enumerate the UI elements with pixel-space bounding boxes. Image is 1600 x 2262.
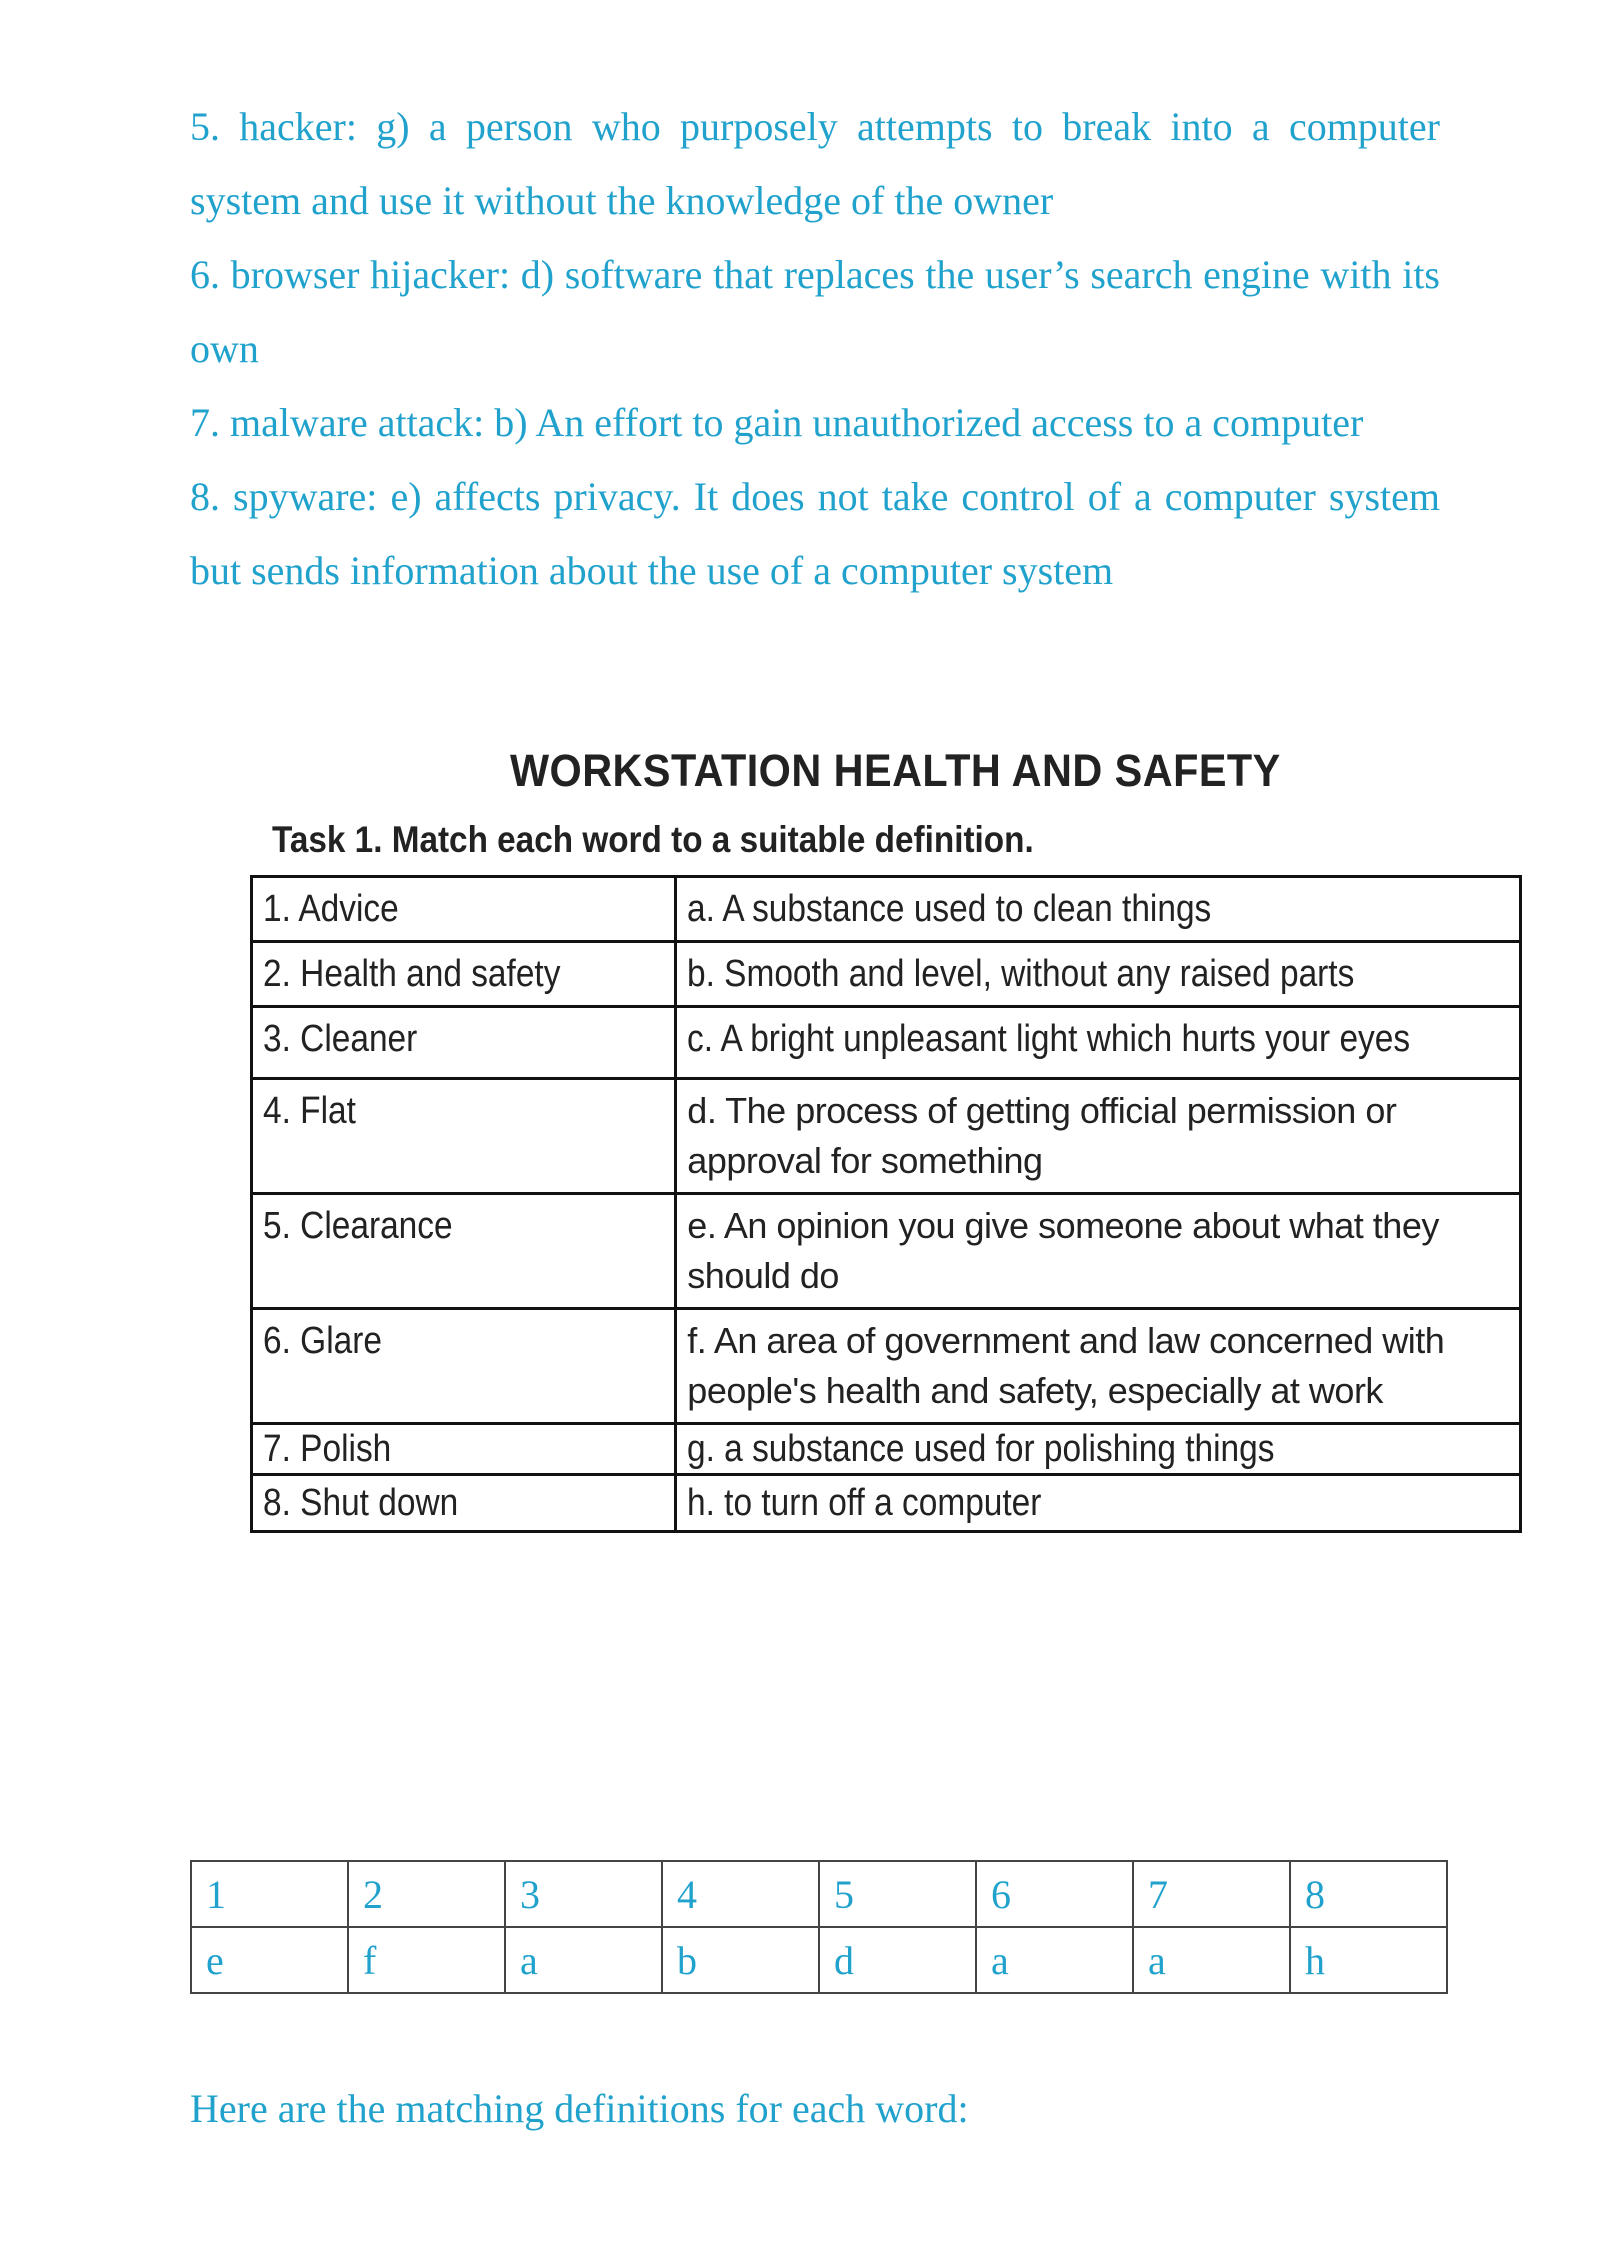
answer-key-letter: d xyxy=(819,1927,976,1993)
answer-key-letter: b xyxy=(662,1927,819,1993)
word-cell: 6. Glare xyxy=(252,1309,676,1424)
word-cell: 8. Shut down xyxy=(252,1475,676,1532)
answer-paragraph: 7. malware attack: b) An effort to gain unauthorized access to a computer xyxy=(190,400,1364,445)
table-row xyxy=(252,942,1521,1007)
table-row xyxy=(252,1475,1521,1532)
answer-key-number: 5 xyxy=(819,1861,976,1927)
answer-key-number: 3 xyxy=(505,1861,662,1927)
definition-cell: e. An opinion you give someone about what they should do xyxy=(676,1194,1521,1309)
word-cell: 5. Clearance xyxy=(252,1194,676,1309)
answer-key-letter: h xyxy=(1290,1927,1447,1993)
answer-key-number: 4 xyxy=(662,1861,819,1927)
table-row xyxy=(252,1194,1521,1309)
word-cell: 1. Advice xyxy=(252,877,676,942)
table-row xyxy=(252,1424,1521,1475)
matching-table xyxy=(250,875,1522,1533)
answer-paragraph: 8. spyware: e) affects privacy. It does not take control of a computer system but sends information about the use of a computer system xyxy=(190,474,1440,593)
answer-key-letter: a xyxy=(976,1927,1133,1993)
answer-key-letter: e xyxy=(191,1927,348,1993)
answer-key-letter: a xyxy=(1133,1927,1290,1993)
table-row xyxy=(252,1007,1521,1079)
answer-key-number: 7 xyxy=(1133,1861,1290,1927)
word-cell: 2. Health and safety xyxy=(252,942,676,1007)
answer-key-letter: f xyxy=(348,1927,505,1993)
definition-cell: b. Smooth and level, without any raised parts xyxy=(676,942,1521,1007)
word-cell: 3. Cleaner xyxy=(252,1007,676,1079)
definition-cell: f. An area of government and law concerned with people's health and safety, especially at work xyxy=(676,1309,1521,1424)
definition-cell: d. The process of getting official permission or approval for something xyxy=(676,1079,1521,1194)
definition-cell: c. A bright unpleasant light which hurts your eyes xyxy=(676,1007,1521,1079)
definition-cell: g. a substance used for polishing things xyxy=(676,1424,1521,1475)
closing-text: Here are the matching definitions for each word: xyxy=(190,2086,969,2131)
answer-key-number: 6 xyxy=(976,1861,1133,1927)
task-instruction: Task 1. Match each word to a suitable definition. xyxy=(272,819,1034,860)
definition-cell: a. A substance used to clean things xyxy=(676,877,1521,942)
answer-paragraph: 6. browser hijacker: d) software that replaces the user’s search engine with its own xyxy=(190,252,1440,371)
answer-key-table xyxy=(190,1860,1448,1994)
answer-key-letter: a xyxy=(505,1927,662,1993)
answer-key-number: 8 xyxy=(1290,1861,1447,1927)
definition-cell: h. to turn off a computer xyxy=(676,1475,1521,1532)
answer-key-number: 2 xyxy=(348,1861,505,1927)
word-cell: 7. Polish xyxy=(252,1424,676,1475)
table-row xyxy=(252,1079,1521,1194)
table-row xyxy=(252,1309,1521,1424)
answer-key-letters-row xyxy=(191,1927,1447,1993)
answers-section xyxy=(190,90,1440,608)
answer-key-number: 1 xyxy=(191,1861,348,1927)
table-row xyxy=(252,877,1521,942)
answer-key-numbers-row xyxy=(191,1861,1447,1927)
section-title: WORKSTATION HEALTH AND SAFETY xyxy=(510,745,1281,796)
answer-paragraph: 5. hacker: g) a person who purposely attempts to break into a computer system and use it without the knowledge of the owner xyxy=(190,104,1440,223)
worksheet-scan xyxy=(250,745,1540,1533)
word-cell: 4. Flat xyxy=(252,1079,676,1194)
